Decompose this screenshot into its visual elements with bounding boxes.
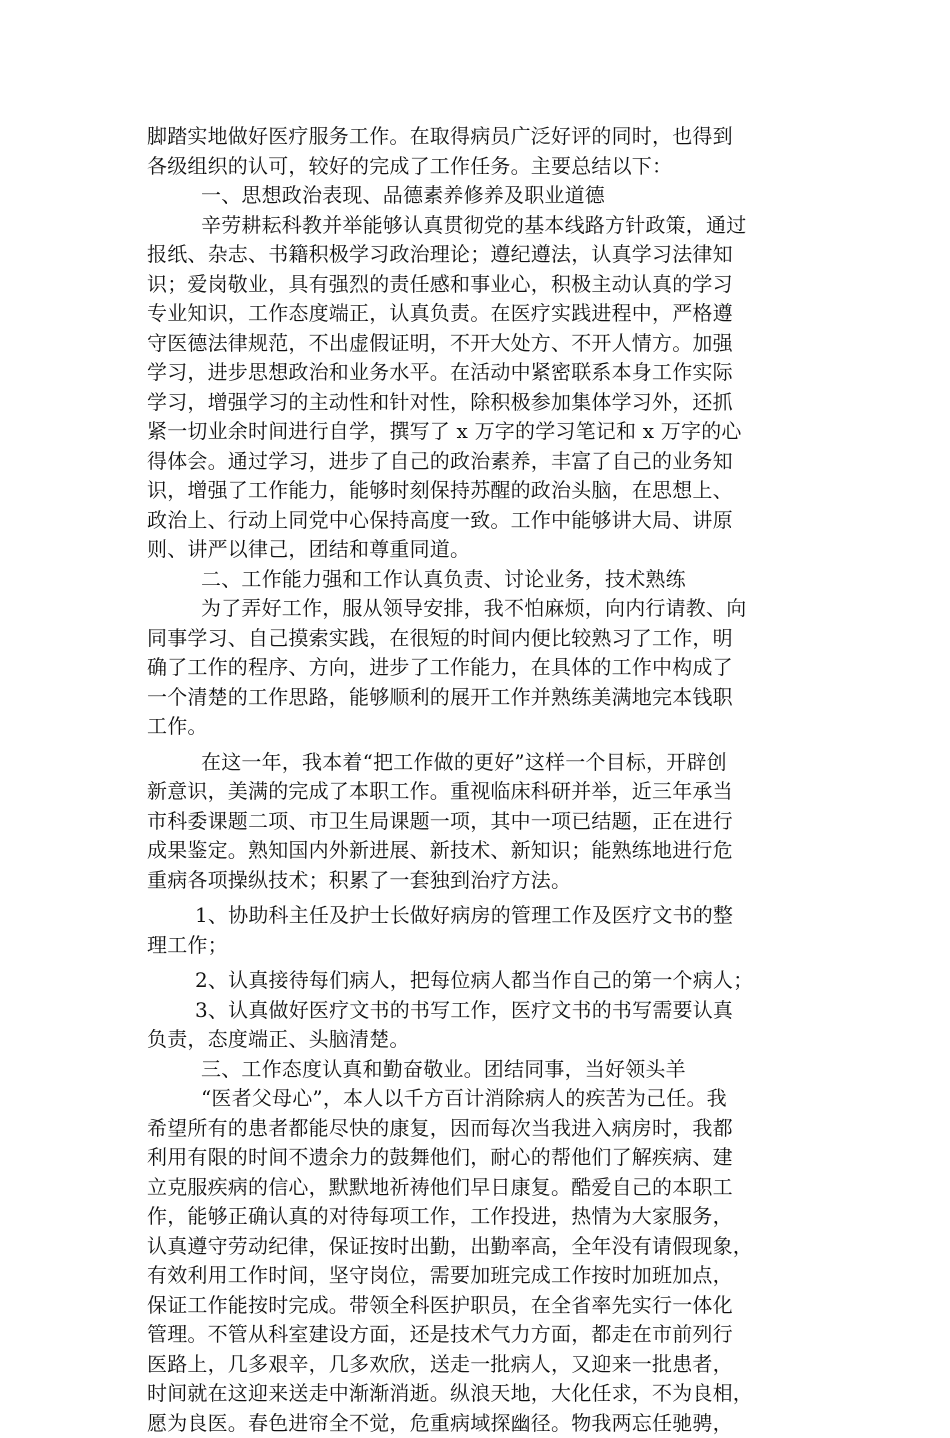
text-line: 二、工作能力强和工作认真负责、讨论业务，技术熟练	[147, 565, 827, 595]
text-line: 辛劳耕耘科教并举能够认真贯彻党的基本线路方针政策，通过	[147, 211, 827, 241]
text-line: 利用有限的时间不遗余力的鼓舞他们，耐心的帮他们了解疾病、建	[147, 1143, 827, 1173]
text-line: 1、协助科主任及护士长做好病房的管理工作及医疗文书的整	[147, 901, 827, 931]
text-line: 在这一年，我本着“把工作做的更好”这样一个目标，开辟创	[147, 748, 827, 778]
text-line: 识，增强了工作能力，能够时刻保持苏醒的政治头脑，在思想上、	[147, 476, 827, 506]
text-line: 时间就在这迎来送走中渐渐消逝。纵浪天地，大化任求，不为良相，	[147, 1379, 827, 1409]
text-line: 保证工作能按时完成。带领全科医护职员，在全省率先实行一体化	[147, 1291, 827, 1321]
text-line: 管理。不管从科室建设方面，还是技术气力方面，都走在市前列行	[147, 1320, 827, 1350]
text-line: 专业知识，工作态度端正，认真负责。在医疗实践进程中，严格遵	[147, 299, 827, 329]
document-body	[147, 122, 827, 1438]
text-line: 各级组织的认可，较好的完成了工作任务。主要总结以下：	[147, 152, 827, 182]
text-line: 报纸、杂志、书籍积极学习政治理论；遵纪遵法，认真学习法律知	[147, 240, 827, 270]
text-line: 新意识，美满的完成了本职工作。重视临床科研并举，近三年承当	[147, 777, 827, 807]
text-line: 工作。	[147, 712, 827, 742]
text-line: 一、思想政治表现、品德素养修养及职业道德	[147, 181, 827, 211]
text-line: 同事学习、自己摸索实践，在很短的时间内便比较熟习了工作，明	[147, 624, 827, 654]
text-line: 医路上，几多艰辛，几多欢欣，送走一批病人，又迎来一批患者，	[147, 1350, 827, 1380]
text-line: 负责，态度端正、头脑清楚。	[147, 1025, 827, 1055]
text-line: 学习，进步思想政治和业务水平。在活动中紧密联系本身工作实际	[147, 358, 827, 388]
text-line: 得体会。通过学习，进步了自己的政治素养，丰富了自己的业务知	[147, 447, 827, 477]
text-line: 作，能够正确认真的对待每项工作，工作投进，热情为大家服务，	[147, 1202, 827, 1232]
text-line: 认真遵守劳动纪律，保证按时出勤，出勤率高，全年没有请假现象，	[147, 1232, 827, 1262]
text-line: 理工作；	[147, 931, 827, 961]
text-line: 三、工作态度认真和勤奋敬业。团结同事，当好领头羊	[147, 1055, 827, 1085]
text-line: 一个清楚的工作思路，能够顺利的展开工作并熟练美满地完本钱职	[147, 683, 827, 713]
text-line: 市科委课题二项、市卫生局课题一项，其中一项已结题，正在进行	[147, 807, 827, 837]
text-line: 脚踏实地做好医疗服务工作。在取得病员广泛好评的同时，也得到	[147, 122, 827, 152]
text-line: 3、认真做好医疗文书的书写工作，医疗文书的书写需要认真	[147, 996, 827, 1026]
text-line: 为了弄好工作，服从领导安排，我不怕麻烦，向内行请教、向	[147, 594, 827, 624]
text-line: 确了工作的程序、方向，进步了工作能力，在具体的工作中构成了	[147, 653, 827, 683]
text-line: “医者父母心”，本人以千方百计消除病人的疾苦为己任。我	[147, 1084, 827, 1114]
text-line: 愿为良医。春色进帘全不觉，危重病域探幽径。物我两忘任驰骋，	[147, 1409, 827, 1438]
text-line: 则、讲严以律己，团结和尊重同道。	[147, 535, 827, 565]
text-line: 守医德法律规范，不出虚假证明，不开大处方、不开人情方。加强	[147, 329, 827, 359]
text-line: 有效利用工作时间，坚守岗位，需要加班完成工作按时加班加点，	[147, 1261, 827, 1291]
text-line: 2、认真接待每们病人，把每位病人都当作自己的第一个病人；	[147, 966, 827, 996]
text-line: 成果鉴定。熟知国内外新进展、新技术、新知识；能熟练地进行危	[147, 836, 827, 866]
text-line: 学习，增强学习的主动性和针对性，除积极参加集体学习外，还抓	[147, 388, 827, 418]
text-line: 紧一切业余时间进行自学，撰写了 x 万字的学习笔记和 x 万字的心	[147, 417, 827, 447]
text-line: 识；爱岗敬业，具有强烈的责任感和事业心，积极主动认真的学习	[147, 270, 827, 300]
text-line: 立克服疾病的信心，默默地祈祷他们早日康复。酷爱自己的本职工	[147, 1173, 827, 1203]
text-line: 希望所有的患者都能尽快的康复，因而每次当我进入病房时，我都	[147, 1114, 827, 1144]
text-line: 政治上、行动上同党中心保持高度一致。工作中能够讲大局、讲原	[147, 506, 827, 536]
text-line: 重病各项操纵技术；积累了一套独到治疗方法。	[147, 866, 827, 896]
